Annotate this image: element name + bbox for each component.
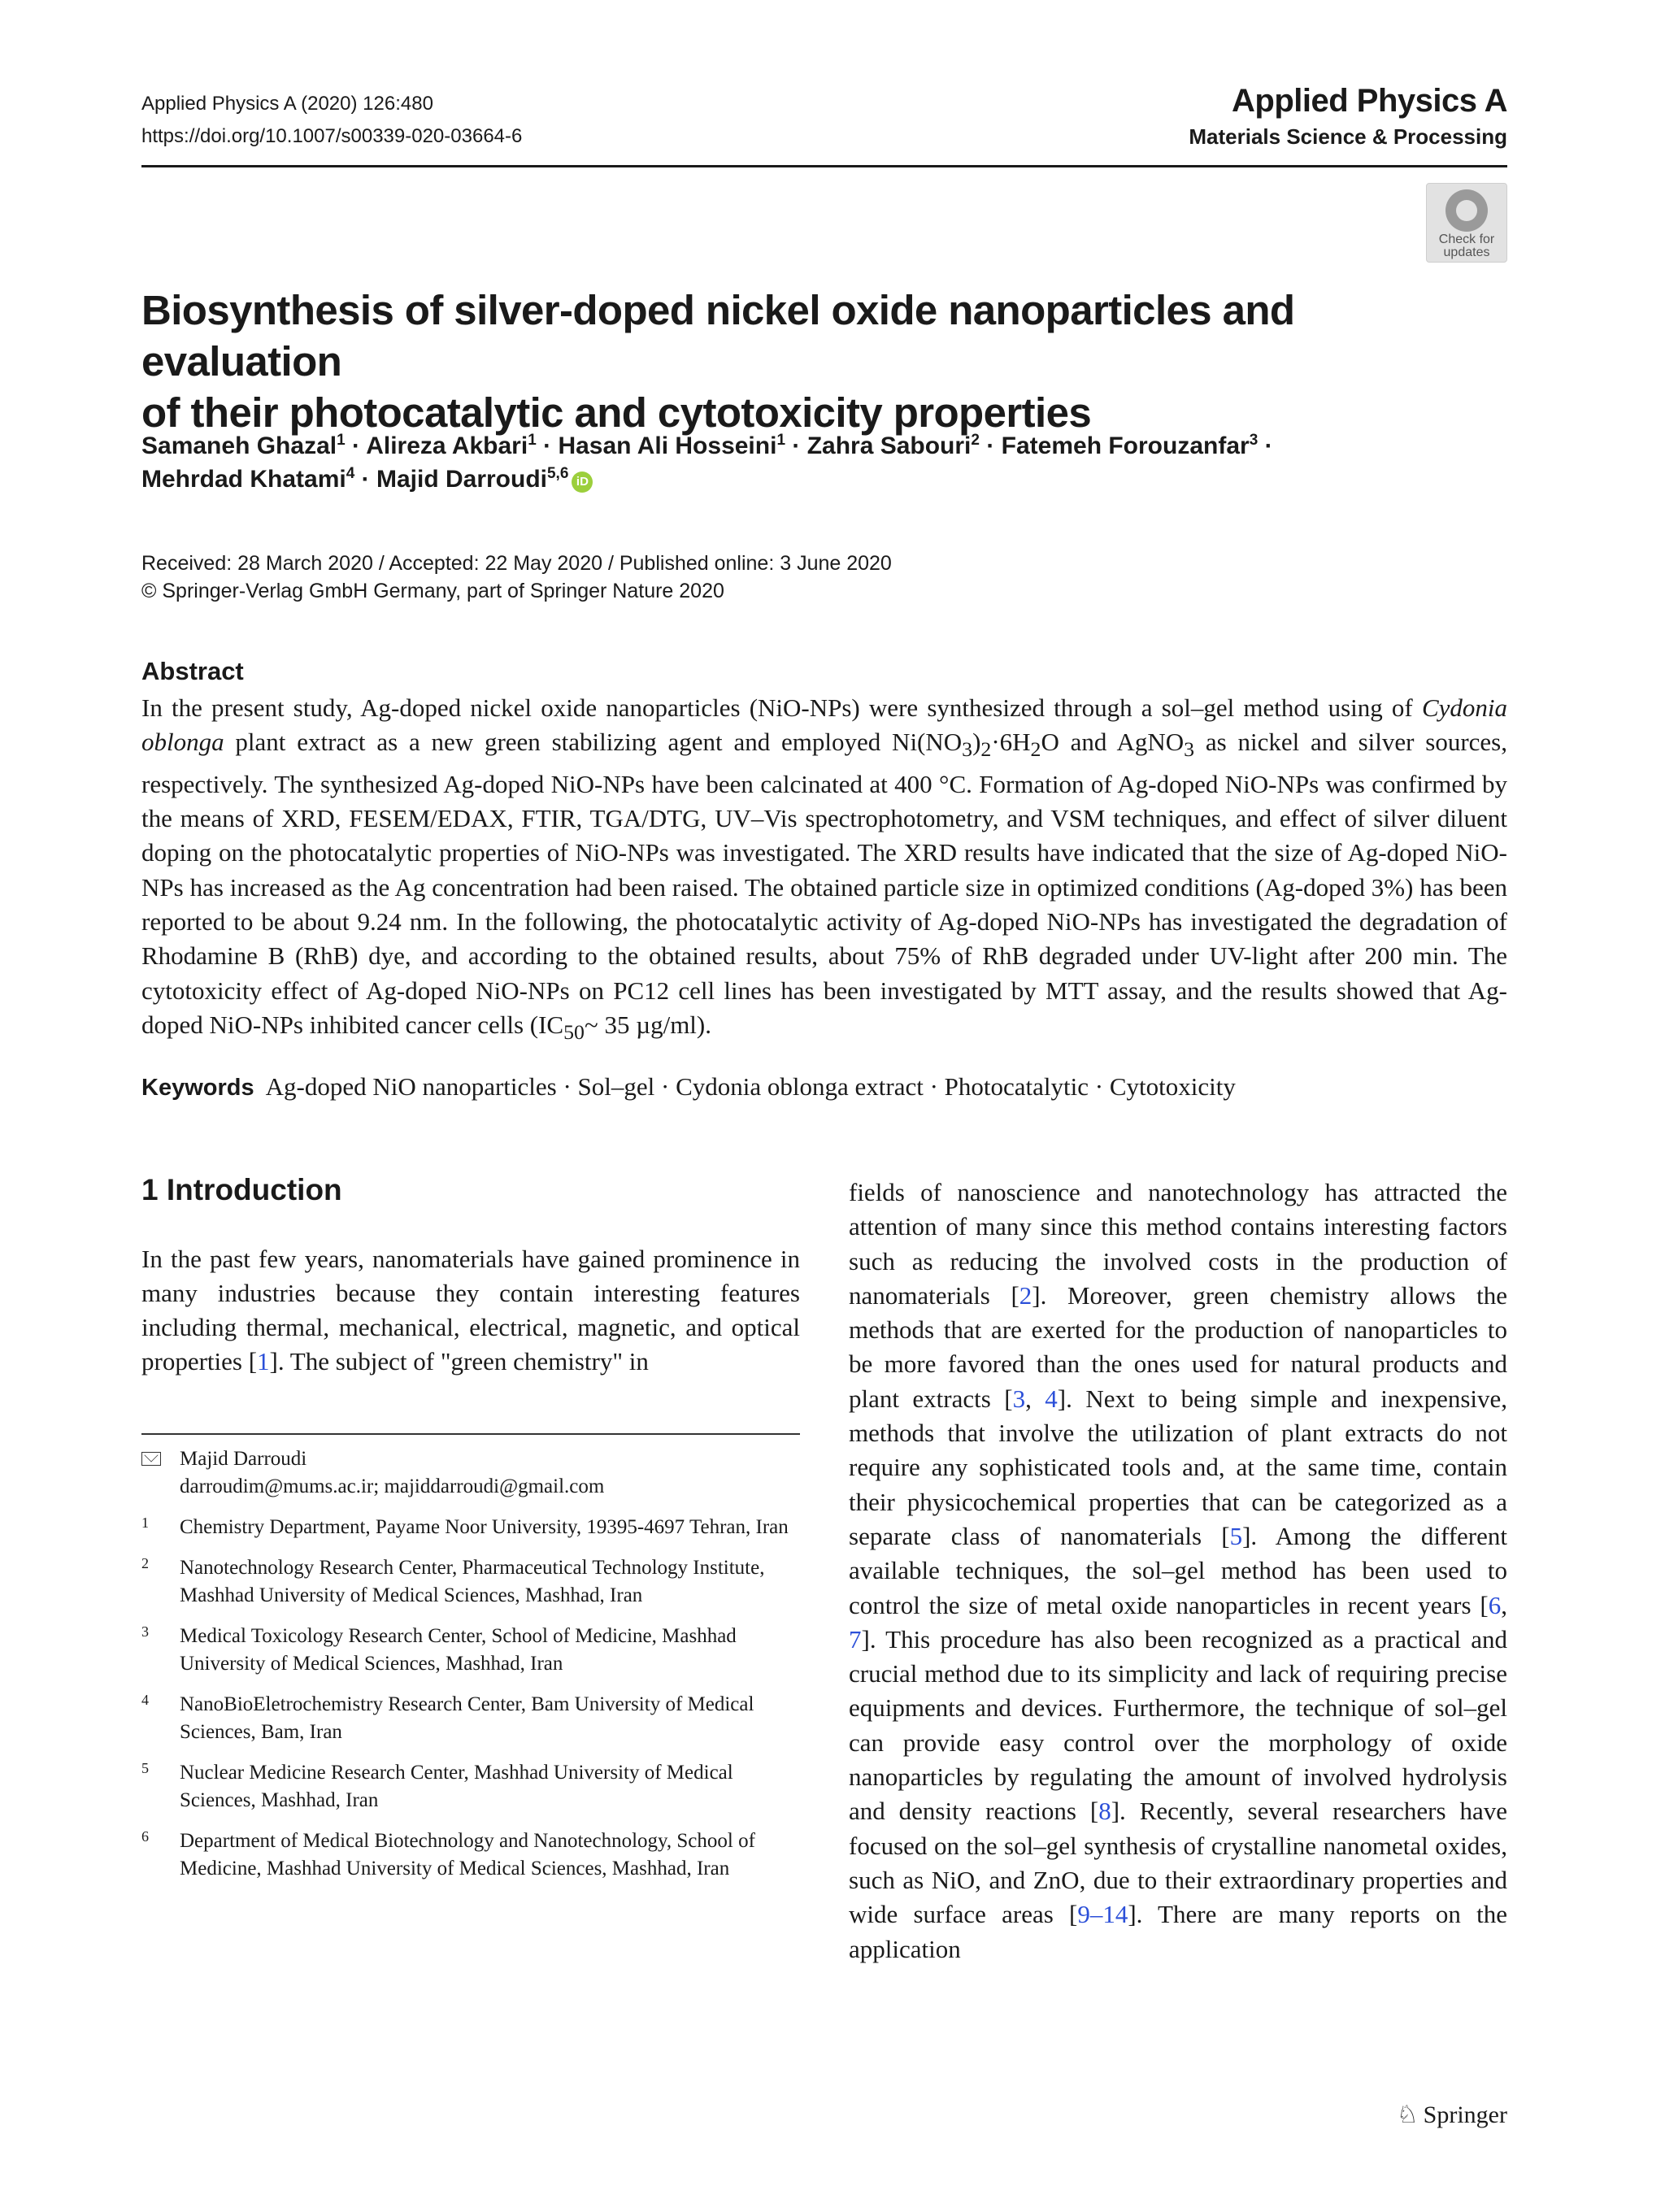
citation-link[interactable]: 4 (1045, 1384, 1058, 1413)
affiliation-item (141, 1691, 800, 1746)
badge-line-1: Check for (1438, 232, 1495, 246)
intro-paragraph-right (849, 1176, 1507, 1966)
header-divider (141, 165, 1507, 167)
author-name: Fatemeh Forouzanfar (1001, 432, 1250, 459)
affiliation-number: 2 (141, 1555, 149, 1571)
author-name: Mehrdad Khatami (141, 466, 346, 493)
affiliation-text: Nuclear Medicine Research Center, Mashhad University of Medical Sciences, Mashhad, Iran (180, 1762, 733, 1811)
author-list (141, 429, 1442, 496)
badge-line-2: updates (1443, 246, 1490, 259)
journal-subtitle: Materials Science & Processing (1189, 124, 1507, 149)
orcid-icon[interactable]: iD (572, 472, 593, 493)
abstract-text: In the present study, Ag-doped nickel oxide nanoparticles (NiO-NPs) were synthesized through a sol–gel method using of (141, 693, 1413, 722)
subscript: 2 (1030, 737, 1041, 762)
author-name: Hasan Ali Hosseini (558, 432, 777, 459)
body-text: ]. Next to being simple and inexpensive, methods that involve the utilization of plant extracts do not require any sophisticated tools and, at the same time, contain their physicochemical properties that can be categorized as a separate class of nanomaterials [ (849, 1384, 1508, 1550)
abstract-text: O and AgNO (1041, 728, 1185, 757)
copyright-line: © Springer-Verlag GmbH Germany, part of Springer Nature 2020 (141, 580, 724, 602)
check-for-updates-badge[interactable] (1426, 183, 1507, 263)
subscript: 50 (563, 1020, 585, 1045)
affiliation-number: 5 (141, 1760, 149, 1776)
springer-horse-icon: ♘ (1396, 2101, 1419, 2128)
abstract-text: ) (972, 728, 981, 757)
citation-link[interactable]: 7 (849, 1624, 862, 1654)
dates-line: Received: 28 March 2020 / Accepted: 22 May 2020 / Published online: 3 June 2020 (141, 552, 892, 575)
citation-link[interactable]: 2 (1019, 1280, 1032, 1310)
species-name: Cydonia oblonga (141, 693, 1508, 757)
keywords (141, 1070, 1507, 1105)
citation-link[interactable]: 3 (1012, 1384, 1026, 1413)
article-title (141, 285, 1410, 438)
affiliation-number: 3 (141, 1623, 149, 1640)
author-name: Alireza Akbari (366, 432, 528, 459)
running-header (141, 88, 522, 153)
body-text: ]. This procedure has also been recognized as a practical and crucial method due to its simplicity and lack of requiring precise equipments and devices. Furthermore, the technique of sol–gel can provide easy control over the morphology of oxide nanoparticles by regulating the amount of involved hydrolysis and density reactions [ (849, 1624, 1507, 1826)
journal-name: Applied Physics A (1232, 83, 1507, 119)
affiliation-text: Medical Toxicology Research Center, School of Medicine, Mashhad University of Medical Sciences, Mashhad, Iran (180, 1625, 737, 1675)
body-text: ]. Moreover, green chemistry allows the methods that are exerted for the production of nanoparticles to be more favored than the ones used for natural products and plant extracts [ (849, 1280, 1507, 1413)
doi-link[interactable]: https://doi.org/10.1007/s00339-020-03664-6 (141, 125, 523, 147)
author-name: Zahra Sabouri (806, 432, 972, 459)
affiliation-item (141, 1759, 800, 1814)
footnotes (141, 1445, 800, 1896)
body-text: ]. Recently, several researchers have focused on the sol–gel synthesis of crystalline nanometal oxides, such as NiO, and ZnO, due to their extraordinary properties and wide surface areas [ (849, 1797, 1507, 1929)
citation-link[interactable]: 9–14 (1077, 1900, 1128, 1929)
corresponding-author (141, 1445, 800, 1501)
author-line-2: Mehrdad Khatami$^4$ · Majid Darroudi$^{5,6}$ iD (141, 463, 1442, 496)
affiliation-number: 1 (141, 1515, 149, 1531)
author-line-1: Samaneh Ghazal$^1$ · Alireza Akbari$^1$ · Hasan Ali Hosseini$^1$ · Zahra Sabouri$^2$ · Fatemeh Forouzanfar$^3$ · (141, 432, 1273, 459)
section-heading-introduction: 1 Introduction (141, 1173, 342, 1206)
abstract-heading: Abstract (141, 657, 244, 685)
citation: Applied Physics A (2020) 126:480 (141, 93, 433, 115)
title-line-1: Biosynthesis of silver-doped nickel oxide nanoparticles and evaluation (141, 287, 1295, 385)
corresponding-name: Majid Darroudi (180, 1448, 307, 1470)
affiliation-item (141, 1554, 800, 1610)
author-name: Majid Darroudi (376, 466, 547, 493)
affiliation-item (141, 1827, 800, 1883)
corresponding-email[interactable]: darroudim@mums.ac.ir; majiddarroudi@gmail.com (180, 1475, 605, 1497)
subscript: 3 (1184, 737, 1195, 762)
abstract-text: ·6H (991, 728, 1031, 757)
body-text: ]. The subject of "green chemistry" in (269, 1347, 649, 1375)
affiliation-text: Nanotechnology Research Center, Pharmaceutical Technology Institute, Mashhad University of Medical Sciences, Mashhad, Iran (180, 1557, 765, 1606)
keywords-label: Keywords (141, 1075, 254, 1101)
author-name: Samaneh Ghazal (141, 432, 337, 459)
affiliation-text: NanoBioEletrochemistry Research Center, Bam University of Medical Sciences, Bam, Iran (180, 1693, 754, 1743)
author-affiliation: 4 (346, 465, 355, 482)
body-text: In the past few years, nanomaterials have gained prominence in many industries because they contain interesting features including thermal, mechanical, electrical, magnetic, and optical properties [ (141, 1245, 800, 1375)
citation-link[interactable]: 8 (1098, 1797, 1111, 1826)
affiliation-item (141, 1623, 800, 1678)
abstract-text: ~ 35 µg/ml). (584, 1010, 711, 1039)
affiliation-text: Chemistry Department, Payame Noor University, 19395-4697 Tehran, Iran (180, 1516, 789, 1538)
author-affiliation: 3 (1249, 432, 1259, 449)
citation-link[interactable]: 1 (257, 1347, 270, 1375)
citation-link[interactable]: 5 (1229, 1521, 1243, 1550)
body-text: ]. Among the different available techniques, the sol–gel method has been used to control the size of metal oxide nanoparticles in recent years [ (849, 1521, 1508, 1619)
author-affiliation: 1 (528, 432, 537, 449)
author-affiliation: 1 (337, 432, 346, 449)
citation-link[interactable]: 6 (1488, 1590, 1502, 1619)
body-text: fields of nanoscience and nanotechnology has attracted the attention of many since this method contains interesting factors such as reducing the involved costs in the production of nanomaterials [ (849, 1178, 1507, 1310)
footnote-divider (141, 1433, 800, 1435)
abstract-body (141, 691, 1507, 1050)
publication-history (141, 550, 892, 605)
publisher-mark (1397, 2099, 1507, 2132)
subscript: 2 (980, 737, 992, 762)
affiliation-number: 6 (141, 1828, 149, 1845)
subscript: 3 (962, 737, 973, 762)
keywords-list: Ag-doped NiO nanoparticles · Sol–gel · Cydonia oblonga extract · Photocatalytic · Cytotoxicity (265, 1072, 1236, 1101)
journal-brand (1189, 80, 1507, 151)
author-affiliation: 2 (971, 432, 980, 449)
body-text: , (1025, 1384, 1046, 1413)
abstract-text: as nickel and silver sources, respectively. The synthesized Ag-doped NiO-NPs have been calcinated at 400 °C. Formation of Ag-doped NiO-NPs was confirmed by the means of XRD, FESEM/EDAX, FTIR, TGA/DTG, UV–Vis spectrophotometry, and VSM techniques, and effect of silver diluent doping on the photocatalytic properties of NiO-NPs was investigated. The XRD results have indicated that the size of Ag-doped NiO-NPs has increased as the Ag concentration had been raised. The obtained particle size in optimized conditions (Ag-doped 3%) has been reported to be about 9.24 nm. In the following, the photocatalytic activity of Ag-doped NiO-NPs has investigated the degradation of Rhodamine B (RhB) dye, and according to the obtained results, about 75% of RhB degraded under UV-light after 200 min. The cytotoxicity effect of Ag-doped NiO-NPs on PC12 cell lines has been investigated by MTT assay, and the results showed that Ag-doped NiO-NPs inhibited cancer cells (IC (141, 728, 1507, 1039)
body-text: , (1501, 1590, 1507, 1619)
author-affiliation: 1 (776, 432, 786, 449)
intro-paragraph-left (141, 1242, 800, 1379)
affiliation-number: 4 (141, 1692, 149, 1708)
publisher-name: Springer (1423, 2101, 1507, 2128)
body-text: ]. There are many reports on the application (849, 1900, 1507, 1963)
envelope-icon (141, 1452, 161, 1466)
title-line-2: of their photocatalytic and cytotoxicity properties (141, 389, 1092, 436)
affiliation-item (141, 1514, 800, 1541)
affiliation-text: Department of Medical Biotechnology and Nanotechnology, School of Medicine, Mashhad University of Medical Sciences, Mashhad, Iran (180, 1830, 755, 1880)
author-affiliation: 5,6 (546, 465, 569, 482)
check-updates-icon (1445, 189, 1488, 232)
abstract-text: plant extract as a new green stabilizing agent and employed Ni(NO (235, 728, 963, 757)
